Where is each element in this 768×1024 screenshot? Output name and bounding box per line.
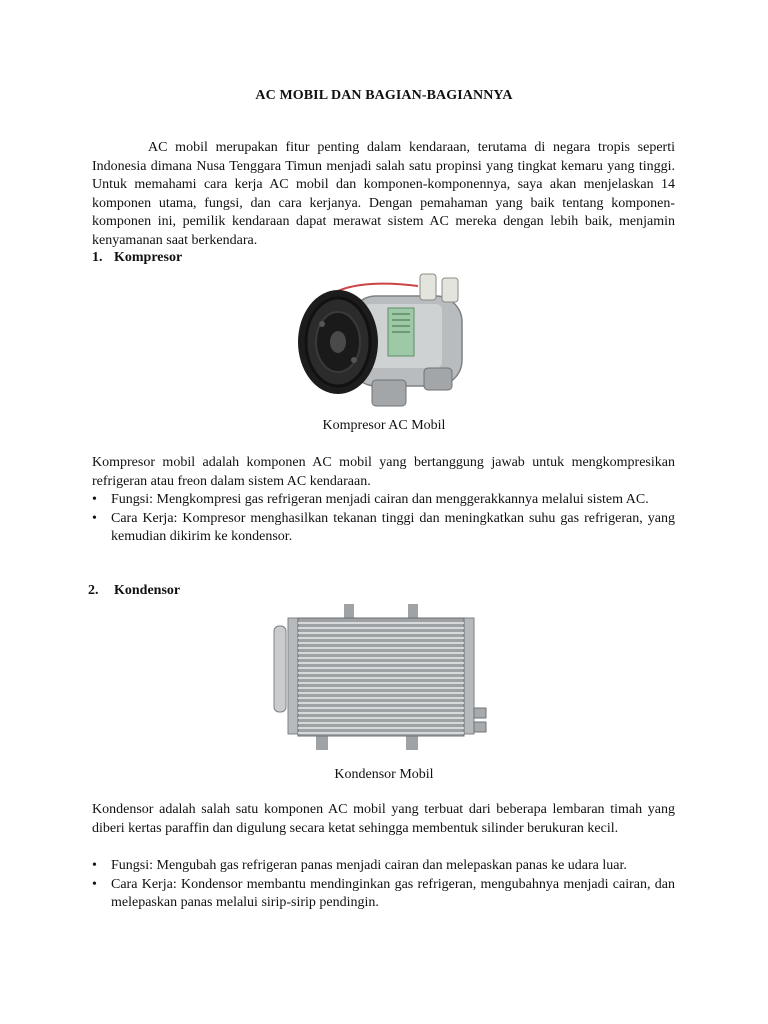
bullet-list-kondensor — [92, 857, 675, 913]
bullet-dot: • — [92, 510, 97, 526]
condenser-illustration — [270, 604, 492, 756]
bullet-text: Fungsi: Mengubah gas refrigeran panas menjadi cairan dan melepaskan panas ke udara luar. — [111, 858, 627, 873]
compressor-photo — [292, 268, 476, 413]
bullet-dot: • — [92, 492, 97, 507]
bullet-item — [92, 491, 675, 510]
bullet-list-kompresor — [92, 491, 675, 547]
bullet-text: Cara Kerja: Kompresor menghasilkan tekanan tinggi dan meningkatkan suhu gas refrigeran, yang kemudian dikirim ke kondensor. — [111, 510, 675, 545]
section-title: Kondensor — [114, 583, 181, 598]
figure-caption-kompresor: Kompresor AC Mobil — [322, 418, 446, 433]
document-title: AC MOBIL DAN BAGIAN-BAGIANNYA — [255, 88, 513, 103]
bullet-text: Cara Kerja: Kondensor membantu mendinginkan gas refrigeran, mengubahnya menjadi cairan, dan melepaskan panas melalui sirip-sirip pendingin. — [111, 876, 675, 911]
section-title: Kompresor — [114, 250, 183, 265]
section-description-kondensor: Kondensor adalah salah satu komponen AC mobil yang terbuat dari beberapa lembaran timah yang diberi kertas paraffin dan digulung secara ketat sehingga membentuk silinder berukuran kecil. — [92, 802, 675, 836]
bullet-text: Fungsi: Mengkompresi gas refrigeran menjadi cairan dan menggerakkannya melalui sistem AC. — [111, 492, 649, 507]
section-description-kompresor: Kompresor mobil adalah komponen AC mobil yang bertanggung jawab untuk mengkompresikan refrigeran atau freon dalam sistem AC kendaraan. — [92, 455, 675, 489]
section-number: 1. — [92, 250, 103, 265]
bullet-dot: • — [92, 858, 97, 873]
bullet-item — [92, 510, 675, 547]
bullet-dot: • — [92, 876, 97, 892]
bullet-item — [92, 857, 675, 876]
section-number: 2. — [88, 583, 99, 598]
condenser-photo — [270, 604, 492, 756]
bullet-item — [92, 876, 675, 913]
section-heading-kondensor — [88, 583, 180, 599]
intro-paragraph: AC mobil merupakan fitur penting dalam kendaraan, terutama di negara tropis seperti Indonesia dimana Nusa Tenggara Timun menjadi salah satu propinsi yang tingkat kemaru yang tinggi. Untuk memahami cara kerja AC mobil dan komponen-komponennya, saya akan menjelaskan 14 komponen utama, fungsi, dan cara kerjanya. Dengan pemahaman yang baik tentang komponen-komponen ini, pemilik kendaraan dapat merawat sistem AC mereka dengan lebih baik, menjamin kenyamanan saat berkendara. — [92, 140, 675, 248]
figure-caption-kondensor: Kondensor Mobil — [334, 767, 434, 782]
compressor-illustration — [292, 268, 476, 413]
section-heading-kompresor — [92, 250, 182, 266]
